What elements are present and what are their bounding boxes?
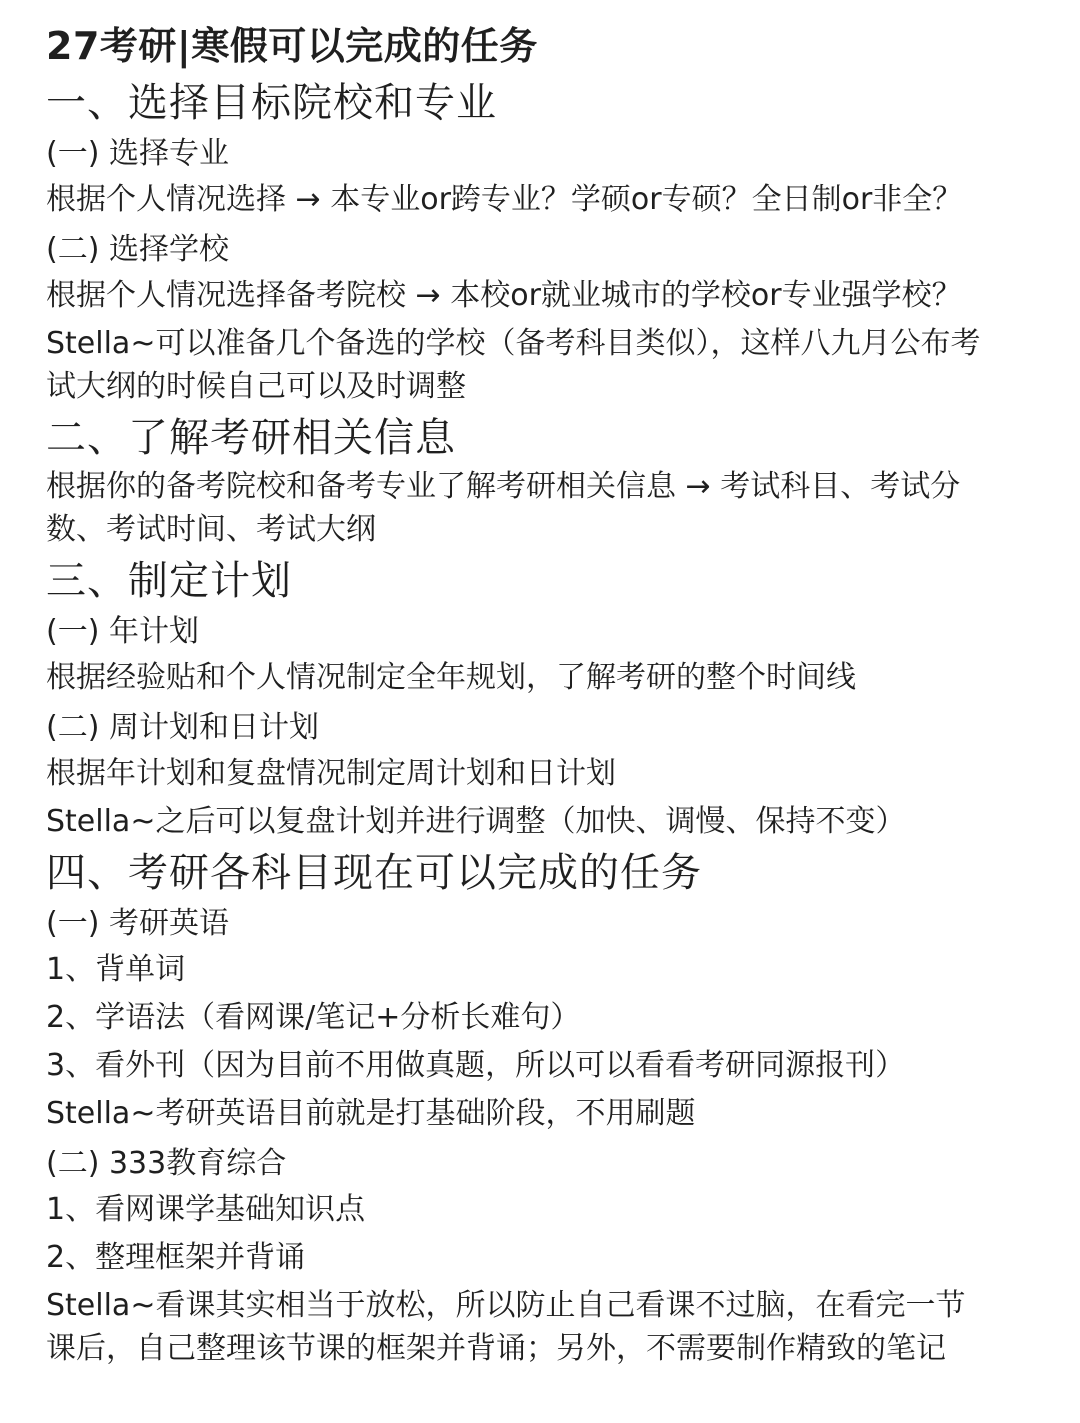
subheading: (二) 选择学校 bbox=[46, 232, 229, 267]
section-heading-2: 二、了解考研相关信息 bbox=[46, 415, 456, 461]
section-heading-1: 一、选择目标院校和专业 bbox=[46, 80, 497, 126]
paragraph: 根据个人情况选择 → 本专业or跨专业？学硕or专硕？全日制or非全？ bbox=[46, 182, 963, 217]
section-heading-4: 四、考研各科目现在可以完成的任务 bbox=[46, 850, 702, 896]
list-item: 2、整理框架并背诵 bbox=[46, 1240, 306, 1275]
section-heading-3: 三、制定计划 bbox=[46, 558, 292, 604]
subheading: (二) 333教育综合 bbox=[46, 1146, 287, 1181]
list-item: 1、看网课学基础知识点 bbox=[46, 1192, 366, 1227]
paragraph: 根据你的备考院校和备考专业了解考研相关信息 → 考试科目、考试分 bbox=[46, 469, 961, 504]
subheading: (一) 年计划 bbox=[46, 614, 199, 649]
paragraph: Stella~考研英语目前就是打基础阶段，不用刷题 bbox=[46, 1096, 696, 1131]
list-item: 1、背单词 bbox=[46, 952, 186, 987]
subheading: (一) 考研英语 bbox=[46, 906, 229, 941]
paragraph: 根据年计划和复盘情况制定周计划和日计划 bbox=[46, 756, 616, 791]
paragraph: Stella~之后可以复盘计划并进行调整（加快、调慢、保持不变） bbox=[46, 804, 906, 839]
list-item: 2、学语法（看网课/笔记+分析长难句） bbox=[46, 1000, 581, 1035]
paragraph: 课后，自己整理该节课的框架并背诵；另外，不需要制作精致的笔记 bbox=[46, 1331, 946, 1366]
paragraph: 数、考试时间、考试大纲 bbox=[46, 512, 376, 547]
page-title: 27考研|寒假可以完成的任务 bbox=[46, 24, 538, 68]
paragraph: 根据个人情况选择备考院校 → 本校or就业城市的学校or专业强学校？ bbox=[46, 278, 962, 313]
paragraph: 试大纲的时候自己可以及时调整 bbox=[46, 369, 466, 404]
subheading: (一) 选择专业 bbox=[46, 136, 229, 171]
paragraph: Stella~可以准备几个备选的学校（备考科目类似），这样八九月公布考 bbox=[46, 326, 981, 361]
paragraph: 根据经验贴和个人情况制定全年规划，了解考研的整个时间线 bbox=[46, 660, 856, 695]
subheading: (二) 周计划和日计划 bbox=[46, 710, 319, 745]
paragraph: Stella~看课其实相当于放松，所以防止自己看课不过脑，在看完一节 bbox=[46, 1288, 966, 1323]
list-item: 3、看外刊（因为目前不用做真题，所以可以看看考研同源报刊） bbox=[46, 1048, 906, 1083]
